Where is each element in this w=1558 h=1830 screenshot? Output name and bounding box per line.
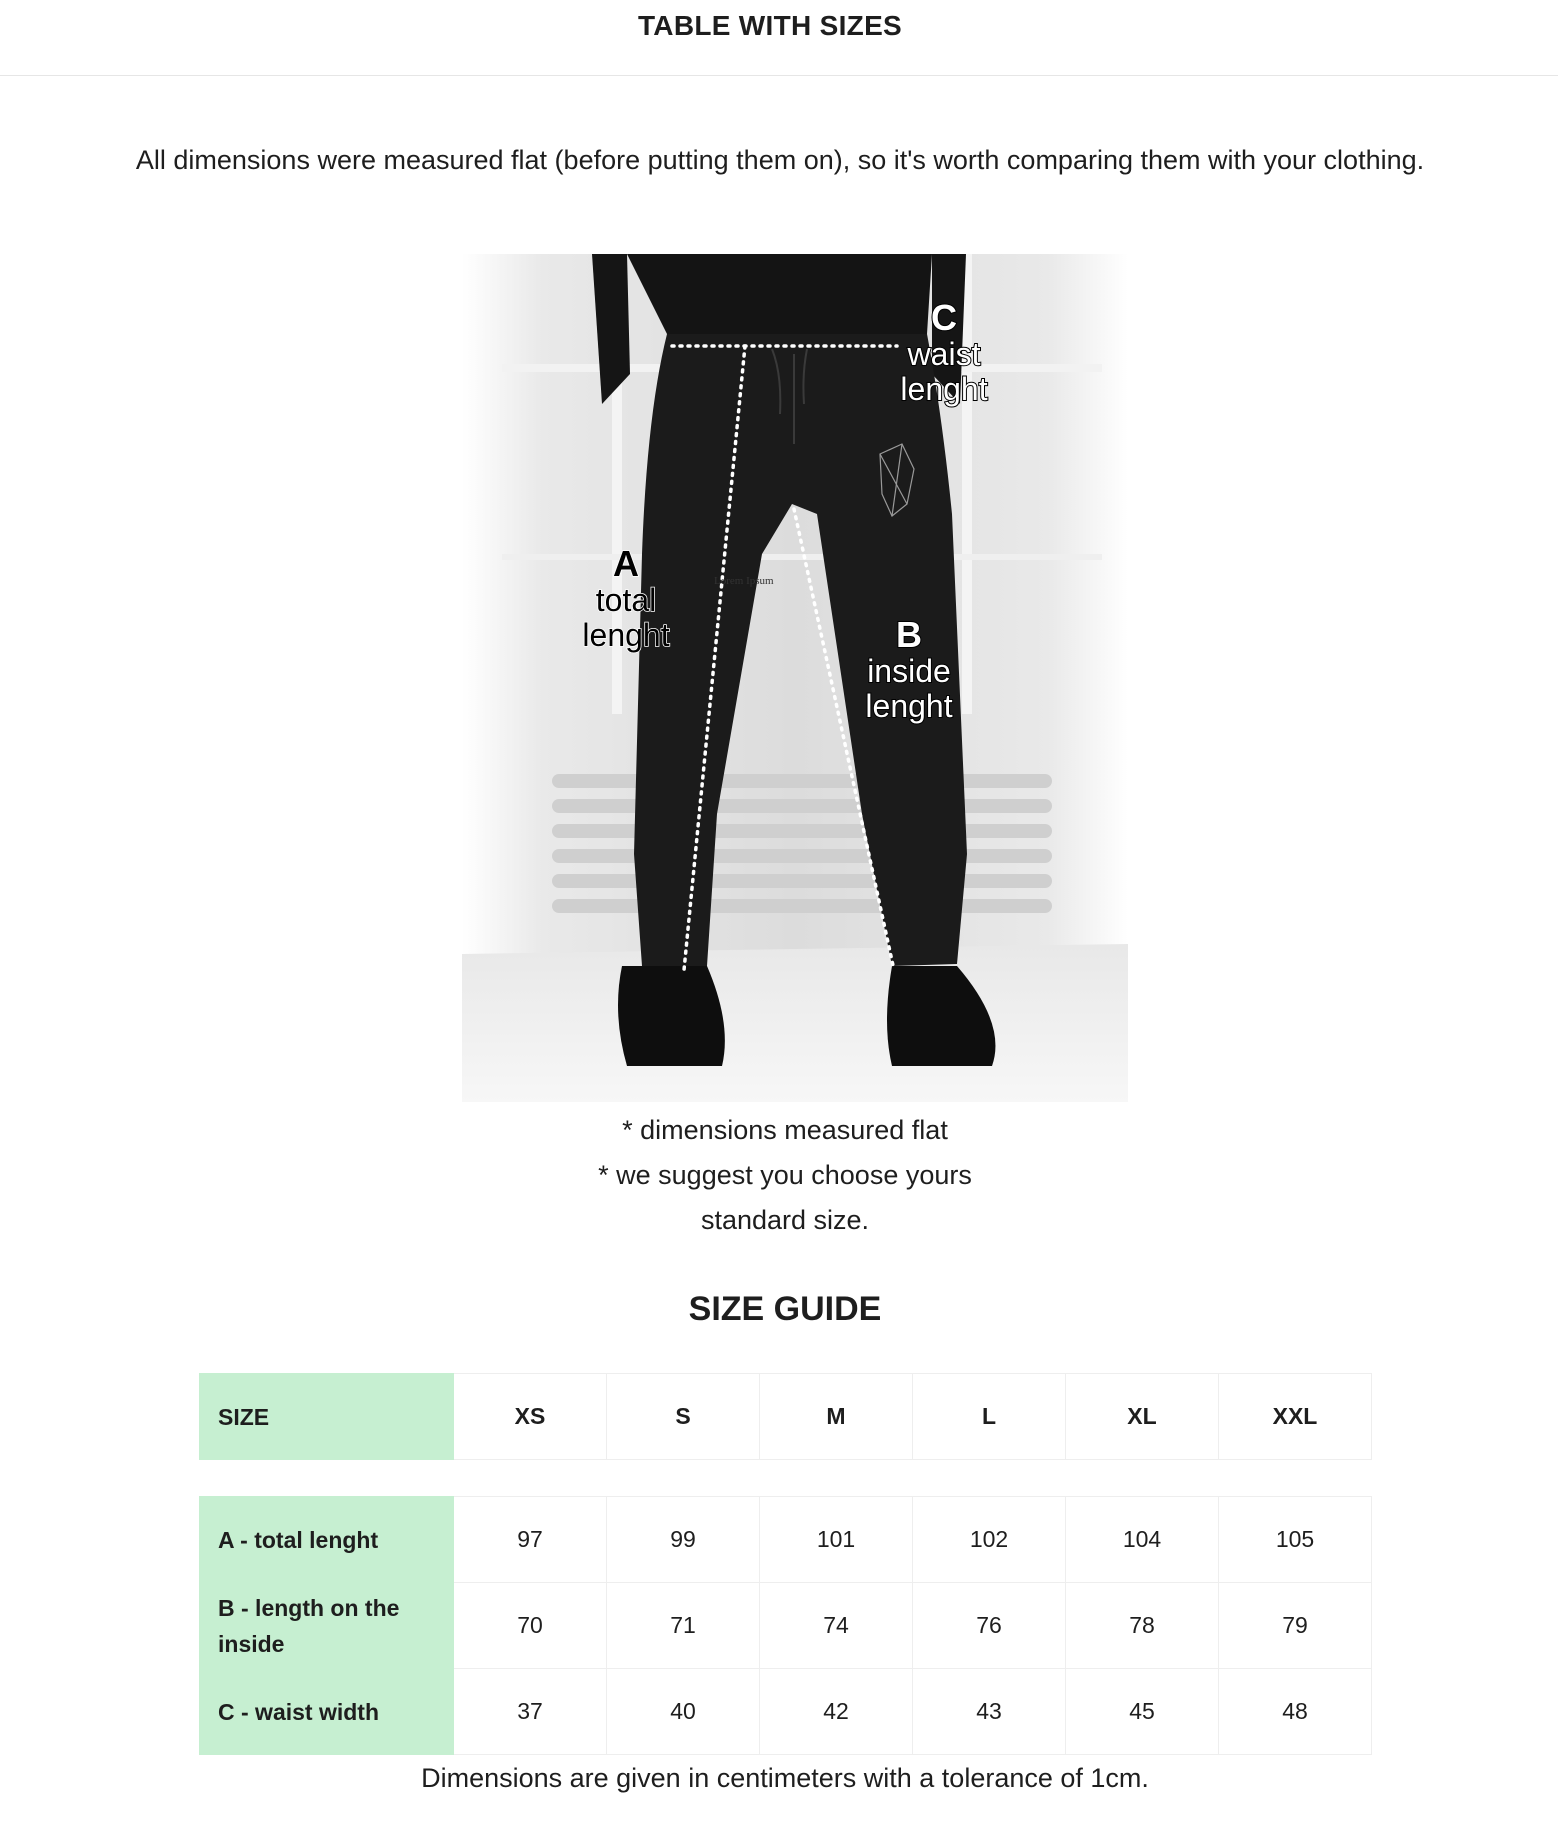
table-cell: 76 [913,1583,1066,1669]
tolerance-footnote: Dimensions are given in centimeters with a tolerance of 1cm. [421,1763,1149,1793]
table-row [200,1497,1372,1583]
label-b-letter: B [896,614,922,655]
label-c-line2: lenght [900,371,988,407]
size-data-table [199,1496,1372,1755]
size-xxl: XXL [1219,1374,1372,1460]
row-label: B - length on the inside [200,1583,454,1669]
size-header-row [200,1374,1372,1460]
table-cell: 71 [607,1583,760,1669]
row-label: A - total lenght [200,1497,454,1583]
table-cell: 48 [1219,1669,1372,1755]
intro-text: All dimensions were measured flat (before putting them on), so it's worth comparing them with your clothing. [135,145,1425,175]
label-a-line2: lenght [582,617,670,653]
note-line-1: * dimensions measured flat [622,1115,948,1145]
table-cell: 102 [913,1497,1066,1583]
page-title: TABLE WITH SIZES [637,10,903,41]
table-cell: 70 [454,1583,607,1669]
table-row [200,1669,1372,1755]
table-cell: 97 [454,1497,607,1583]
page-header [0,0,1558,76]
table-cell: 43 [913,1669,1066,1755]
table-cell: 101 [760,1497,913,1583]
label-a-letter: A [613,543,639,584]
label-c-letter: C [931,297,957,338]
table-cell: 104 [1066,1497,1219,1583]
size-header-table [199,1373,1372,1460]
table-cell: 79 [1219,1583,1372,1669]
note-line-3: standard size. [700,1205,870,1235]
label-c-line1: waist [907,336,981,372]
size-xl: XL [1066,1374,1219,1460]
label-b-line2: lenght [865,688,953,724]
size-header-label: SIZE [200,1374,454,1460]
size-xs: XS [454,1374,607,1460]
table-cell: 40 [607,1669,760,1755]
table-cell: 42 [760,1669,913,1755]
label-b-line1: inside [867,653,951,689]
table-cell: 37 [454,1669,607,1755]
size-guide-title: SIZE GUIDE [688,1290,882,1328]
row-label: C - waist width [200,1669,454,1755]
table-cell: 105 [1219,1497,1372,1583]
note-line-2: * we suggest you choose yours [598,1160,972,1190]
label-a-line1: total [595,582,657,618]
table-cell: 45 [1066,1669,1219,1755]
size-m: M [760,1374,913,1460]
table-cell: 78 [1066,1583,1219,1669]
size-l: L [913,1374,1066,1460]
measurement-notes [500,1108,1070,1243]
table-cell: 74 [760,1583,913,1669]
measurement-photo [462,254,1128,1102]
watermark-text: Lorem Ipsum [714,575,774,587]
size-s: S [607,1374,760,1460]
table-row [200,1583,1372,1669]
table-cell: 99 [607,1497,760,1583]
